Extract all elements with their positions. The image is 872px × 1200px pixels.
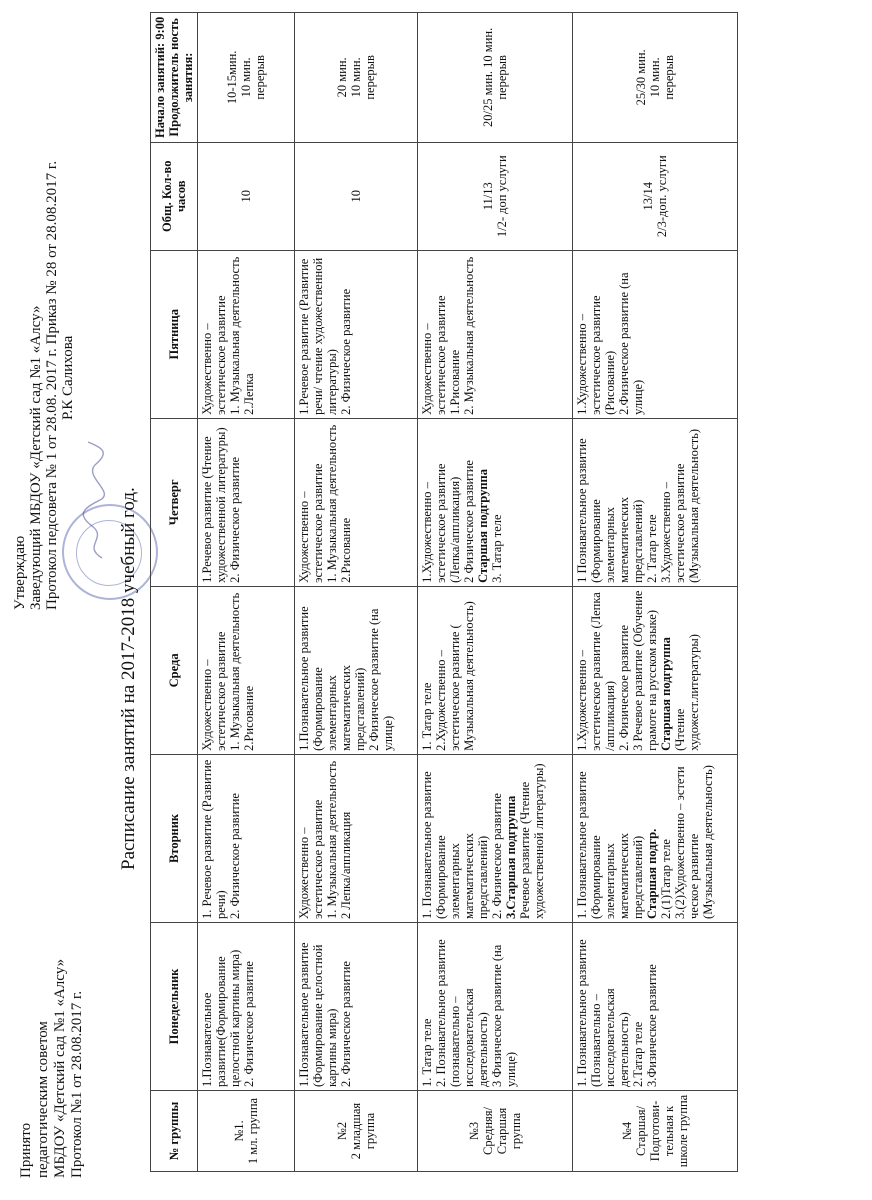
cell-line: Художественно – эстетическое развитие (200, 295, 228, 415)
duration-cell (295, 13, 418, 143)
cell-line: 1.Художественно – эстетическое развитие (Рисование) (575, 295, 617, 415)
header-wednesday: Среда (151, 586, 198, 754)
thursday-cell (295, 418, 418, 586)
group-cell (573, 1091, 738, 1172)
cell-line: 2. Физическое развитие (490, 793, 504, 919)
cell-line: 1. Познавательное развитие (Познавательно – исследовательская деятельность) (575, 939, 631, 1087)
friday-cell (418, 250, 573, 418)
duration-cell (198, 13, 295, 143)
cell-line: 11/13 (481, 182, 495, 211)
cell-line: 10 мин. (648, 57, 662, 98)
cell-line: №1. (232, 1120, 246, 1142)
header-friday: Пятница (151, 250, 198, 418)
cell-line: 1.Речевое развитие (Развитие речи/ чтение художественной литературы) (297, 257, 339, 415)
cell-line: 20/25 мин. 10 мин. перерыв (481, 27, 509, 127)
header-group: № группы (151, 1091, 198, 1172)
cell-line: Старшая подгруппа (659, 637, 673, 751)
cell-line: 1. Музыкальная деятельность (325, 424, 339, 583)
cell-line: 2. Физическое развитие (228, 456, 242, 583)
group-cell (198, 1091, 295, 1172)
cell-line: 3 Речевое развитие (Обучение грамоте на русском языке) (631, 590, 659, 751)
header-tuesday: Вторник (151, 754, 198, 922)
wednesday-cell (573, 586, 738, 754)
table-row (198, 13, 295, 1172)
hours-cell (198, 142, 295, 250)
cell-line: 3.Физическое развитие (645, 964, 659, 1087)
cell-line: 10 мин. (239, 57, 253, 98)
friday-cell (295, 250, 418, 418)
cell-line: 1. Познавательное развитие (Формирование элементарных математических представлений) (575, 771, 645, 919)
cell-line: 1. Познавательное развитие (Формирование элементарных математических представлений) (420, 771, 490, 919)
cell-line: 2.(1)Татар теле (659, 839, 673, 919)
cell-line: 2. Татар теле (645, 514, 659, 583)
cell-line: 20 мин. (335, 57, 349, 98)
approved-line: педагогическим советом (35, 1021, 51, 1178)
group-cell (295, 1091, 418, 1172)
cell-line: 2. Музыкальная деятельность (462, 256, 476, 415)
monday-cell (573, 922, 738, 1090)
hours-cell (573, 142, 738, 250)
friday-cell (198, 250, 295, 418)
cell-line: 2. Физическое развитие (339, 961, 353, 1087)
cell-line: 2.Татар теле (631, 1021, 645, 1087)
cell-line: 1/2- доп услуги (495, 155, 509, 238)
cell-line: перерыв (363, 55, 377, 100)
cell-line: 13/14 (641, 182, 655, 211)
affirmed-line: Утверждаю (12, 535, 28, 610)
header-total-hours: Общ. Кол-во часов (151, 142, 198, 250)
cell-line: 2.Физическое развитие (на улице) (617, 272, 645, 415)
cell-line: 10 мин. (349, 57, 363, 98)
approved-line: Принято (18, 1122, 34, 1178)
signature-scribble (78, 440, 112, 560)
cell-line: (Чтение художест.литературы) (673, 634, 701, 751)
cell-line: Художественно – эстетическое развитие (297, 463, 325, 583)
hours-cell (295, 142, 418, 250)
cell-line: 1. Татар теле (420, 682, 434, 751)
cell-line: Старшая/ Подготови-тельная к школе группа (634, 1094, 690, 1168)
affirmed-line: Протокол педсовета № 1 от 28.08. 2017 г. Приказ № 28 от 28.08.2017 г. (44, 160, 60, 610)
cell-line: 2.Рисование (339, 517, 353, 583)
cell-line: №4 (620, 1121, 634, 1141)
schedule-table (150, 12, 738, 1172)
table-row (295, 13, 418, 1172)
wednesday-cell (295, 586, 418, 754)
thursday-cell (198, 418, 295, 586)
cell-line: 3. Татар теле (490, 514, 504, 583)
cell-line: №3 (467, 1121, 481, 1141)
cell-line: №2 (335, 1121, 349, 1141)
cell-line: 1.Познавательное развитие(Формирование целостной картины мира) (200, 949, 242, 1087)
monday-cell (418, 922, 573, 1090)
cell-line: 25/30 мин. (634, 49, 648, 106)
header-start-duration: Начало занятий: 9:00 Продолжитель ность занятия: (151, 13, 198, 143)
cell-line: 1. Татар теле (420, 1018, 434, 1087)
tuesday-cell (573, 754, 738, 922)
thursday-cell (418, 418, 573, 586)
cell-line: 1 Познавательное развитие (Формирование элементарных математических представлений) (575, 438, 645, 583)
group-cell (418, 1091, 573, 1172)
cell-line: 10 (239, 190, 253, 203)
table-header-row (151, 13, 198, 1172)
cell-line: 1 мл. группа (246, 1097, 260, 1165)
duration-cell (418, 13, 573, 143)
tuesday-cell (418, 754, 573, 922)
cell-line: 1.Речевое развитие (Чтение художественной литературы) (200, 427, 228, 583)
friday-cell (573, 250, 738, 418)
cell-line: 1.Художественно – эстетическое развитие (Лепка /аппликация) (575, 592, 617, 751)
cell-line: 2 младшая группа (349, 1102, 377, 1160)
cell-line: 2. Физическое развитие (228, 793, 242, 919)
approved-line: Протокол №1 от 28.08.2017 г. (69, 990, 85, 1178)
cell-line: 2.Рисование (242, 685, 256, 751)
cell-line: 2.Лепка (242, 373, 256, 415)
cell-line: 3 Физическое развитие (на улице) (490, 944, 518, 1087)
cell-line: 2. Познавательное развитие (познавательно – исследовательская деятельность) (434, 939, 490, 1087)
affirmed-line: Заведующий МБДОУ «Детский сад №1 «Алсу» (28, 305, 44, 610)
header-monday: Понедельник (151, 922, 198, 1090)
hours-cell (418, 142, 573, 250)
wednesday-cell (418, 586, 573, 754)
cell-line: 1. Музыкальная деятельность (228, 256, 242, 415)
cell-line: 2.Художественно – эстетическое развитие ( Музыкальная деятельность) (434, 601, 476, 751)
cell-line: 2. Физическое развитие (339, 288, 353, 415)
cell-line: 2 Физическое развитие (462, 460, 476, 583)
cell-line: Старшая подгр. (645, 828, 659, 919)
cell-line: Речевое развитие (Чтение художественной литературы) (518, 763, 546, 919)
cell-line: Средняя/ Старшая группа (481, 1107, 523, 1155)
cell-line: 2. Физическое развитие (242, 961, 256, 1087)
header-thursday: Четверг (151, 418, 198, 586)
cell-line: 3.Старшая подгруппа (504, 795, 518, 919)
cell-line: 1.Художественно – эстетическое развитие (Лепка/аппликация) (420, 463, 462, 583)
duration-cell (573, 13, 738, 143)
cell-line: перерыв (662, 55, 676, 100)
cell-line: 1.Рисование (448, 349, 462, 415)
cell-line: 10-15мин. (225, 50, 239, 105)
table-row (418, 13, 573, 1172)
approved-line: МБДОУ «Детский сад №1 «Алсу» (52, 958, 68, 1178)
tuesday-cell (295, 754, 418, 922)
thursday-cell (573, 418, 738, 586)
cell-line: Художественно – эстетическое развитие (200, 631, 228, 751)
monday-cell (198, 922, 295, 1090)
cell-line: 2/3-доп. услуги (655, 155, 669, 238)
cell-line: перерыв (253, 55, 267, 100)
cell-line: 1. Речевое развитие (Развитие речи) (200, 759, 228, 919)
cell-line: 1.Познавательное развитие (Формирование элементарных математических представлений) (297, 606, 367, 751)
wednesday-cell (198, 586, 295, 754)
cell-line: 2 Лепка/аппликация (339, 811, 353, 919)
cell-line: 10 (349, 190, 363, 203)
table-row (573, 13, 738, 1172)
cell-line: 2 Физическое развитие (на улице) (367, 608, 395, 751)
cell-line: 3.Художественно – эстетическое развитие (Музыкальная деятельность) (659, 428, 701, 583)
document-title: Расписание занятий на 2017-2018 учебный год. (118, 487, 139, 870)
cell-line: Художественно – эстетическое развитие (420, 295, 448, 415)
affirmed-line: Р.К Салихова (60, 335, 76, 420)
tuesday-cell (198, 754, 295, 922)
cell-line: 2. Физическое развитие (617, 624, 631, 751)
cell-line: 1. Музыкальная деятельность (325, 760, 339, 919)
cell-line: Старшая подгруппа (476, 469, 490, 583)
approved-by-council-block (18, 959, 86, 1178)
cell-line: 1. Музыкальная деятельность (228, 592, 242, 751)
cell-line: Художественно – эстетическое развитие (297, 799, 325, 919)
cell-line: 1.Познавательное развитие (Формирование целостной картины мира) (297, 942, 339, 1087)
monday-cell (295, 922, 418, 1090)
cell-line: 3.(2)Художественно – эстети ческое развитие (Музыкальная деятельность) (673, 765, 715, 919)
